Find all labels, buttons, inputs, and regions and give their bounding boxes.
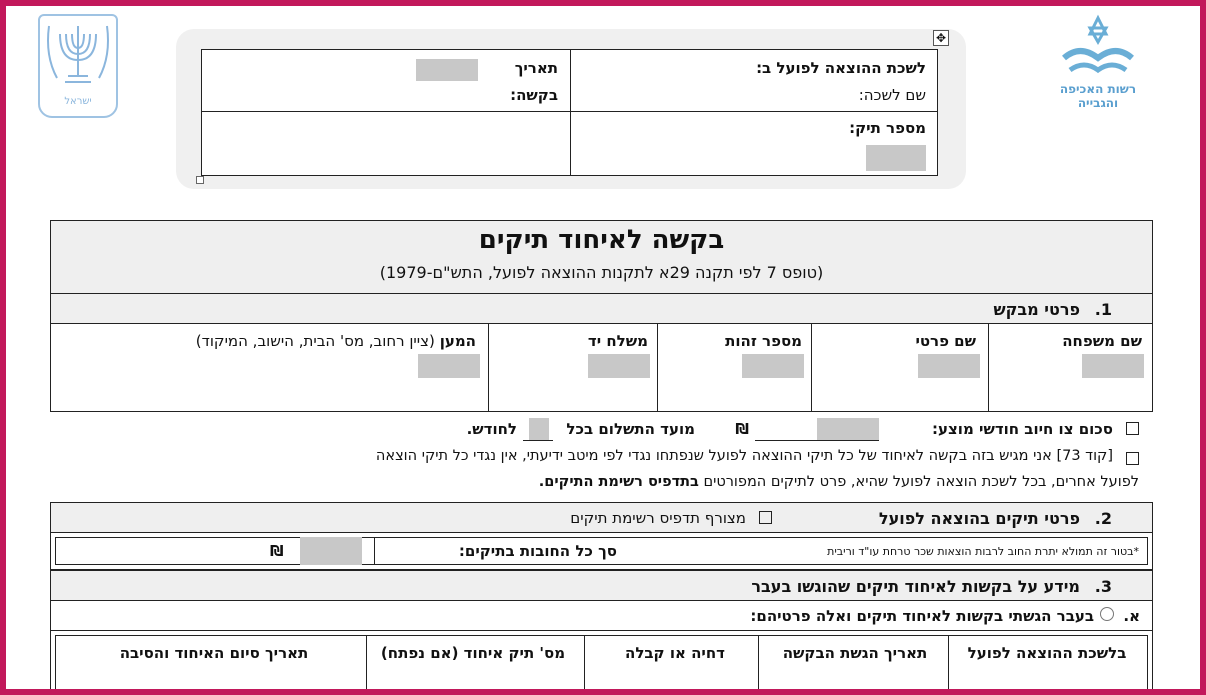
payment-checkbox[interactable] <box>1126 422 1139 435</box>
option-text: בעבר הגשתי בקשות לאיחוד תיקים ואלה פרטיהם: <box>750 607 1094 625</box>
section2-header <box>50 502 1153 532</box>
col-first-name: שם פרטי <box>915 332 976 350</box>
date-field[interactable] <box>416 59 478 81</box>
empty-cell <box>202 112 570 175</box>
attached-label: מצורף תדפיס רשימת תיקים <box>570 509 746 527</box>
address-label-row <box>196 332 476 350</box>
payment-due-label: מועד התשלום בכל <box>566 420 695 438</box>
col-last-name: שם משפחה <box>1062 332 1142 350</box>
attached-checkbox[interactable] <box>759 511 772 524</box>
section3-title: מידע על בקשות לאיחוד תיקים שהוגשו בעבר <box>751 577 1080 596</box>
payment-row <box>50 418 1153 442</box>
section3-option-row <box>50 600 1153 630</box>
section3-number: 3. <box>1094 577 1112 596</box>
file-number-cell <box>570 112 938 175</box>
section1-title: פרטי מבקש <box>993 300 1080 319</box>
section1-header <box>50 293 1153 323</box>
col-office: בלשכת ההוצאה לפועל <box>967 644 1127 662</box>
payment-day-underline <box>523 440 553 441</box>
debt-total-row <box>50 532 1153 570</box>
date-label-1: תאריך <box>514 59 558 77</box>
table-resize-handle[interactable] <box>196 176 204 184</box>
table-move-handle-icon[interactable]: ✥ <box>933 30 949 46</box>
state-emblem <box>38 14 118 118</box>
col-occupation: משלח יד <box>587 332 648 350</box>
previous-requests-inner <box>55 635 1148 689</box>
col-id-number: מספר זהות <box>725 332 802 350</box>
payment-label: סכום צו חיוב חודשי מוצע: <box>932 420 1113 438</box>
wave-star-icon <box>1060 14 1136 78</box>
title-block <box>50 220 1153 293</box>
option-letter: א. <box>1123 607 1140 625</box>
logo-line1: רשות האכיפה <box>1059 82 1137 96</box>
form-title: בקשה לאיחוד תיקים <box>478 225 725 255</box>
office-name-label: שם לשכה: <box>858 86 926 104</box>
declaration <box>50 448 1153 498</box>
logo-line2: והגבייה <box>1077 96 1119 110</box>
col-merge-file: מס' תיק איחוד (אם נפתח) <box>380 644 566 662</box>
col-submit-date: תאריך הגשת הבקשה <box>782 644 928 662</box>
declaration-checkbox[interactable] <box>1126 452 1139 465</box>
address-label: המען <box>439 332 476 350</box>
header-table <box>201 49 938 176</box>
declaration-line2-wrap <box>539 474 1139 490</box>
date-cell <box>202 50 570 112</box>
section2-title: פרטי תיקים בהוצאה לפועל <box>878 509 1080 528</box>
payment-month: לחודש. <box>466 420 517 438</box>
debt-footnote: *בטור זה תמולא יתרת החוב לרבות הוצאות שכר טרחת עו"ד וריבית <box>827 545 1139 558</box>
applicant-table <box>50 323 1153 412</box>
debt-total-field[interactable] <box>300 537 362 565</box>
payment-currency: ₪ <box>735 420 749 438</box>
menorah-icon <box>43 16 113 96</box>
payment-day-field[interactable] <box>529 418 549 440</box>
previous-requests-table <box>50 630 1153 689</box>
section2-number: 2. <box>1094 509 1112 528</box>
section1-number: 1. <box>1094 300 1112 319</box>
declaration-line2-prefix: לפועל אחרים, בכל לשכת הוצאה לפועל שהיא, פרט לתיקים המפורטים <box>703 474 1139 490</box>
declaration-line2-bold: בתדפיס רשימת התיקים. <box>538 474 699 490</box>
office-label: לשכת ההוצאה לפועל ב: <box>756 59 926 77</box>
payment-amount-underline <box>755 440 879 441</box>
form-subtitle: (טופס 7 לפי תקנה 29א לתקנות ההוצאה לפועל, התש"ם-1979) <box>379 263 824 282</box>
debt-total-label: סך כל החובות בתיקים: <box>458 542 617 560</box>
col-end-date: תאריך סיום האיחוד והסיבה <box>119 644 309 662</box>
debt-currency: ₪ <box>270 542 284 560</box>
address-hint: (ציין רחוב, מס' הבית, הישוב, המיקוד) <box>195 332 435 350</box>
file-number-label: מספר תיק: <box>849 119 926 137</box>
last-name-field[interactable] <box>1082 354 1144 378</box>
office-cell <box>570 50 938 112</box>
file-number-field[interactable] <box>866 145 926 171</box>
document-page <box>6 6 1200 689</box>
date-label-2: בקשה: <box>510 86 558 104</box>
debt-total-inner <box>55 537 1148 565</box>
enforcement-authority-logo <box>1058 14 1138 124</box>
id-number-field[interactable] <box>742 354 804 378</box>
address-field[interactable] <box>418 354 480 378</box>
emblem-text: ישראל <box>64 96 92 107</box>
section3-header <box>50 570 1153 600</box>
declaration-line1: [קוד 73] אני מגיש בזה בקשה לאיחוד של כל תיקי ההוצאה לפועל שנפתחו נגדי לפי מיטב ידיעתי, אין נגדי כל תיקי הוצאה <box>375 448 1113 464</box>
col-decision: דחיה או קבלה <box>625 644 725 662</box>
option-radio[interactable] <box>1100 607 1114 621</box>
payment-amount-field[interactable] <box>817 418 879 440</box>
occupation-field[interactable] <box>588 354 650 378</box>
first-name-field[interactable] <box>918 354 980 378</box>
